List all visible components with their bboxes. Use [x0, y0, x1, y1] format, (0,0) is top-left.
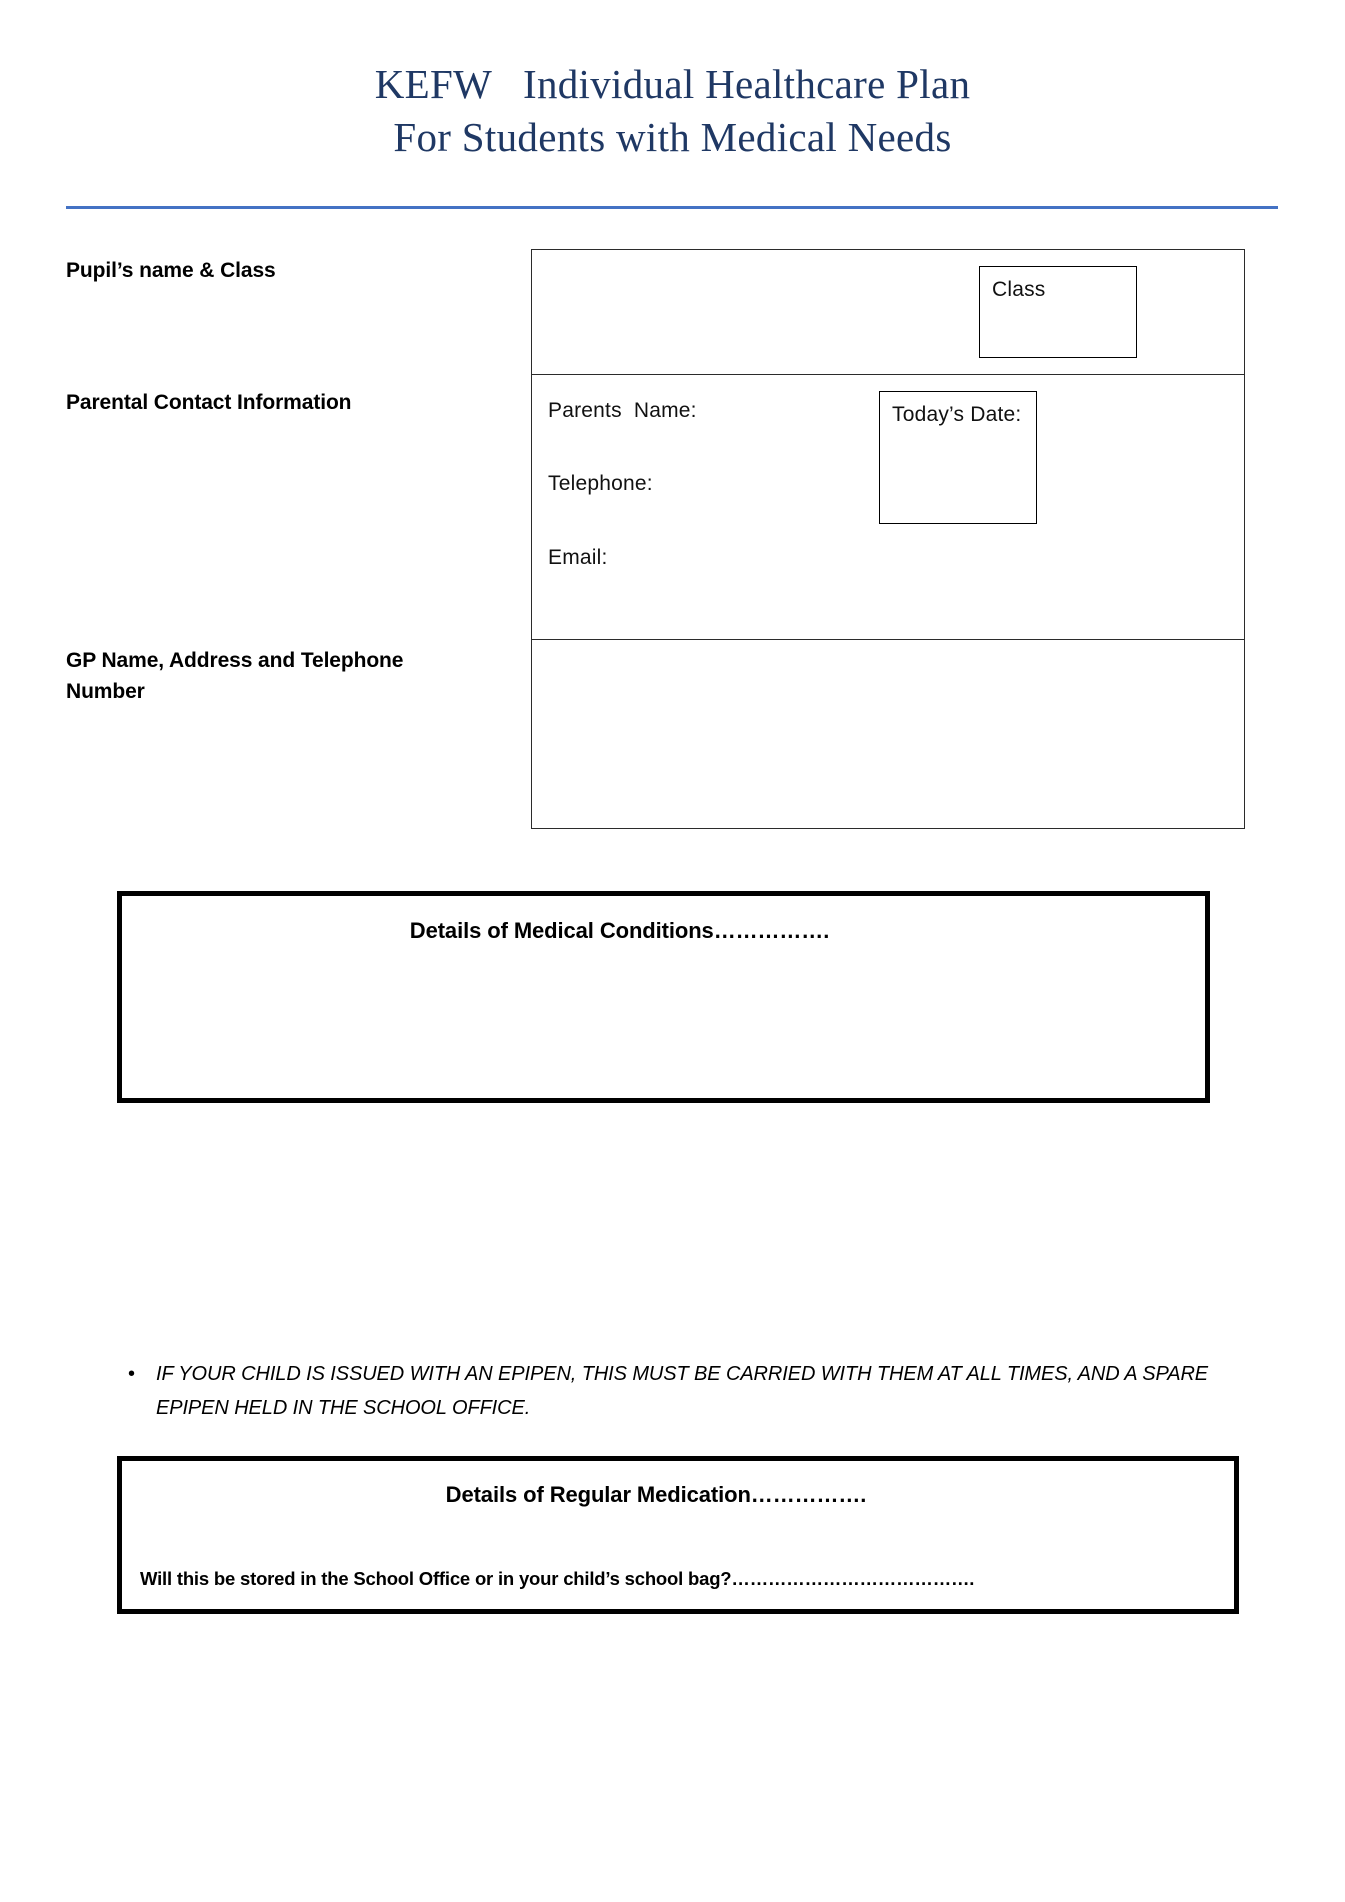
- label-pupil-name-class: Pupil’s name & Class: [66, 259, 276, 282]
- pupil-name-row[interactable]: [532, 250, 1244, 375]
- label-gp-details: GP Name, Address and Telephone Number: [66, 649, 404, 703]
- todays-date-field-box[interactable]: [879, 391, 1037, 524]
- medication-storage-question: Will this be stored in the School Office or in your child’s school bag?………………………………….: [140, 1568, 975, 1589]
- todays-date-label: Today’s Date:: [892, 403, 1022, 426]
- title-line-2: For Students with Medical Needs: [393, 114, 952, 160]
- title-line-1: KEFW Individual Healthcare Plan: [374, 61, 971, 107]
- telephone-label: Telephone:: [548, 472, 653, 495]
- medical-conditions-heading: Details of Medical Conditions…………….: [409, 918, 830, 943]
- medical-conditions-box[interactable]: [117, 891, 1210, 1103]
- title-divider: [66, 206, 1278, 209]
- parents-name-label: Parents Name:: [548, 399, 697, 422]
- gp-details-row[interactable]: [532, 640, 1244, 828]
- parental-contact-row[interactable]: [532, 375, 1244, 640]
- class-field-label: Class: [992, 278, 1046, 301]
- class-field-box[interactable]: [979, 266, 1137, 358]
- details-table: [531, 249, 1245, 829]
- regular-medication-box[interactable]: [117, 1456, 1239, 1614]
- epipen-note-text: IF YOUR CHILD IS ISSUED WITH AN EPIPEN, THIS MUST BE CARRIED WITH THEM AT ALL TIMES, AND A SPARE EPIPEN HELD IN THE SCHOOL OFFICE.: [156, 1363, 1209, 1419]
- email-label: Email:: [548, 546, 608, 569]
- regular-medication-heading: Details of Regular Medication…………….: [445, 1482, 867, 1507]
- document-title: [0, 58, 1345, 164]
- epipen-note: [128, 1357, 1228, 1425]
- label-parental-contact: Parental Contact Information: [66, 391, 352, 414]
- bullet-icon: •: [128, 1363, 136, 1385]
